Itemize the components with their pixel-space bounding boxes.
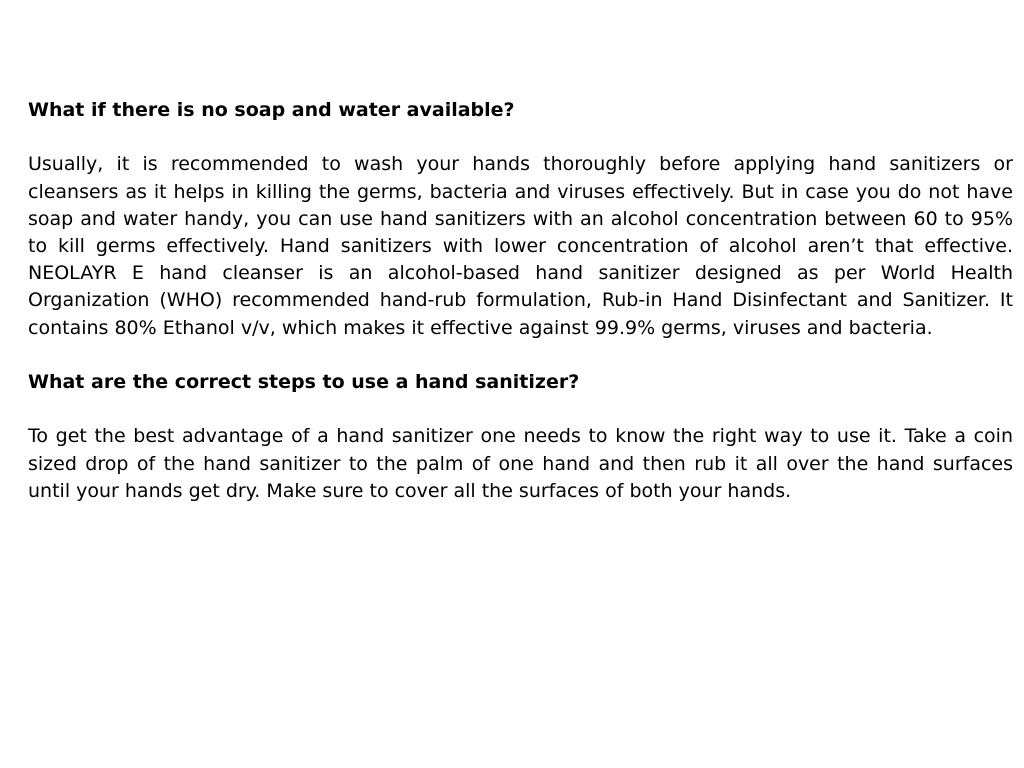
section-body-no-soap: Usually, it is recommended to wash your hands thoroughly before applying hand sanitizers or cleansers as it helps in killing the germs, bacteria and viruses effectively. But in case you do not have soap and water handy, you can use hand sanitizers with an alcohol concentration between 60 to 95% to kill germs effectively. Hand sanitizers with lower concentration of alcohol aren’t that effective. NEOLAYR E hand cleanser is an alcohol-based hand sanitizer designed as per World Health Organization (WHO) recommended hand-rub formulation, Rub-in Hand Disinfectant and Sanitizer. It contains 80% Ethanol v/v, which makes it effective against 99.9% germs, viruses and bacteria.	[28, 153, 1013, 339]
section-heading-correct-steps: What are the correct steps to use a hand sanitizer?	[28, 371, 580, 393]
section-heading-no-soap: What if there is no soap and water available?	[28, 99, 515, 121]
spacer	[28, 342, 1013, 369]
spacer	[28, 396, 1013, 423]
section-body-correct-steps: To get the best advantage of a hand sanitizer one needs to know the right way to use it. Take a coin sized drop of the hand sanitizer to the palm of one hand and then rub it all over the hand surfaces until your hands get dry. Make sure to cover all the surfaces of both your hands.	[28, 425, 1013, 502]
spacer	[28, 124, 1013, 151]
document-content	[28, 97, 1013, 505]
